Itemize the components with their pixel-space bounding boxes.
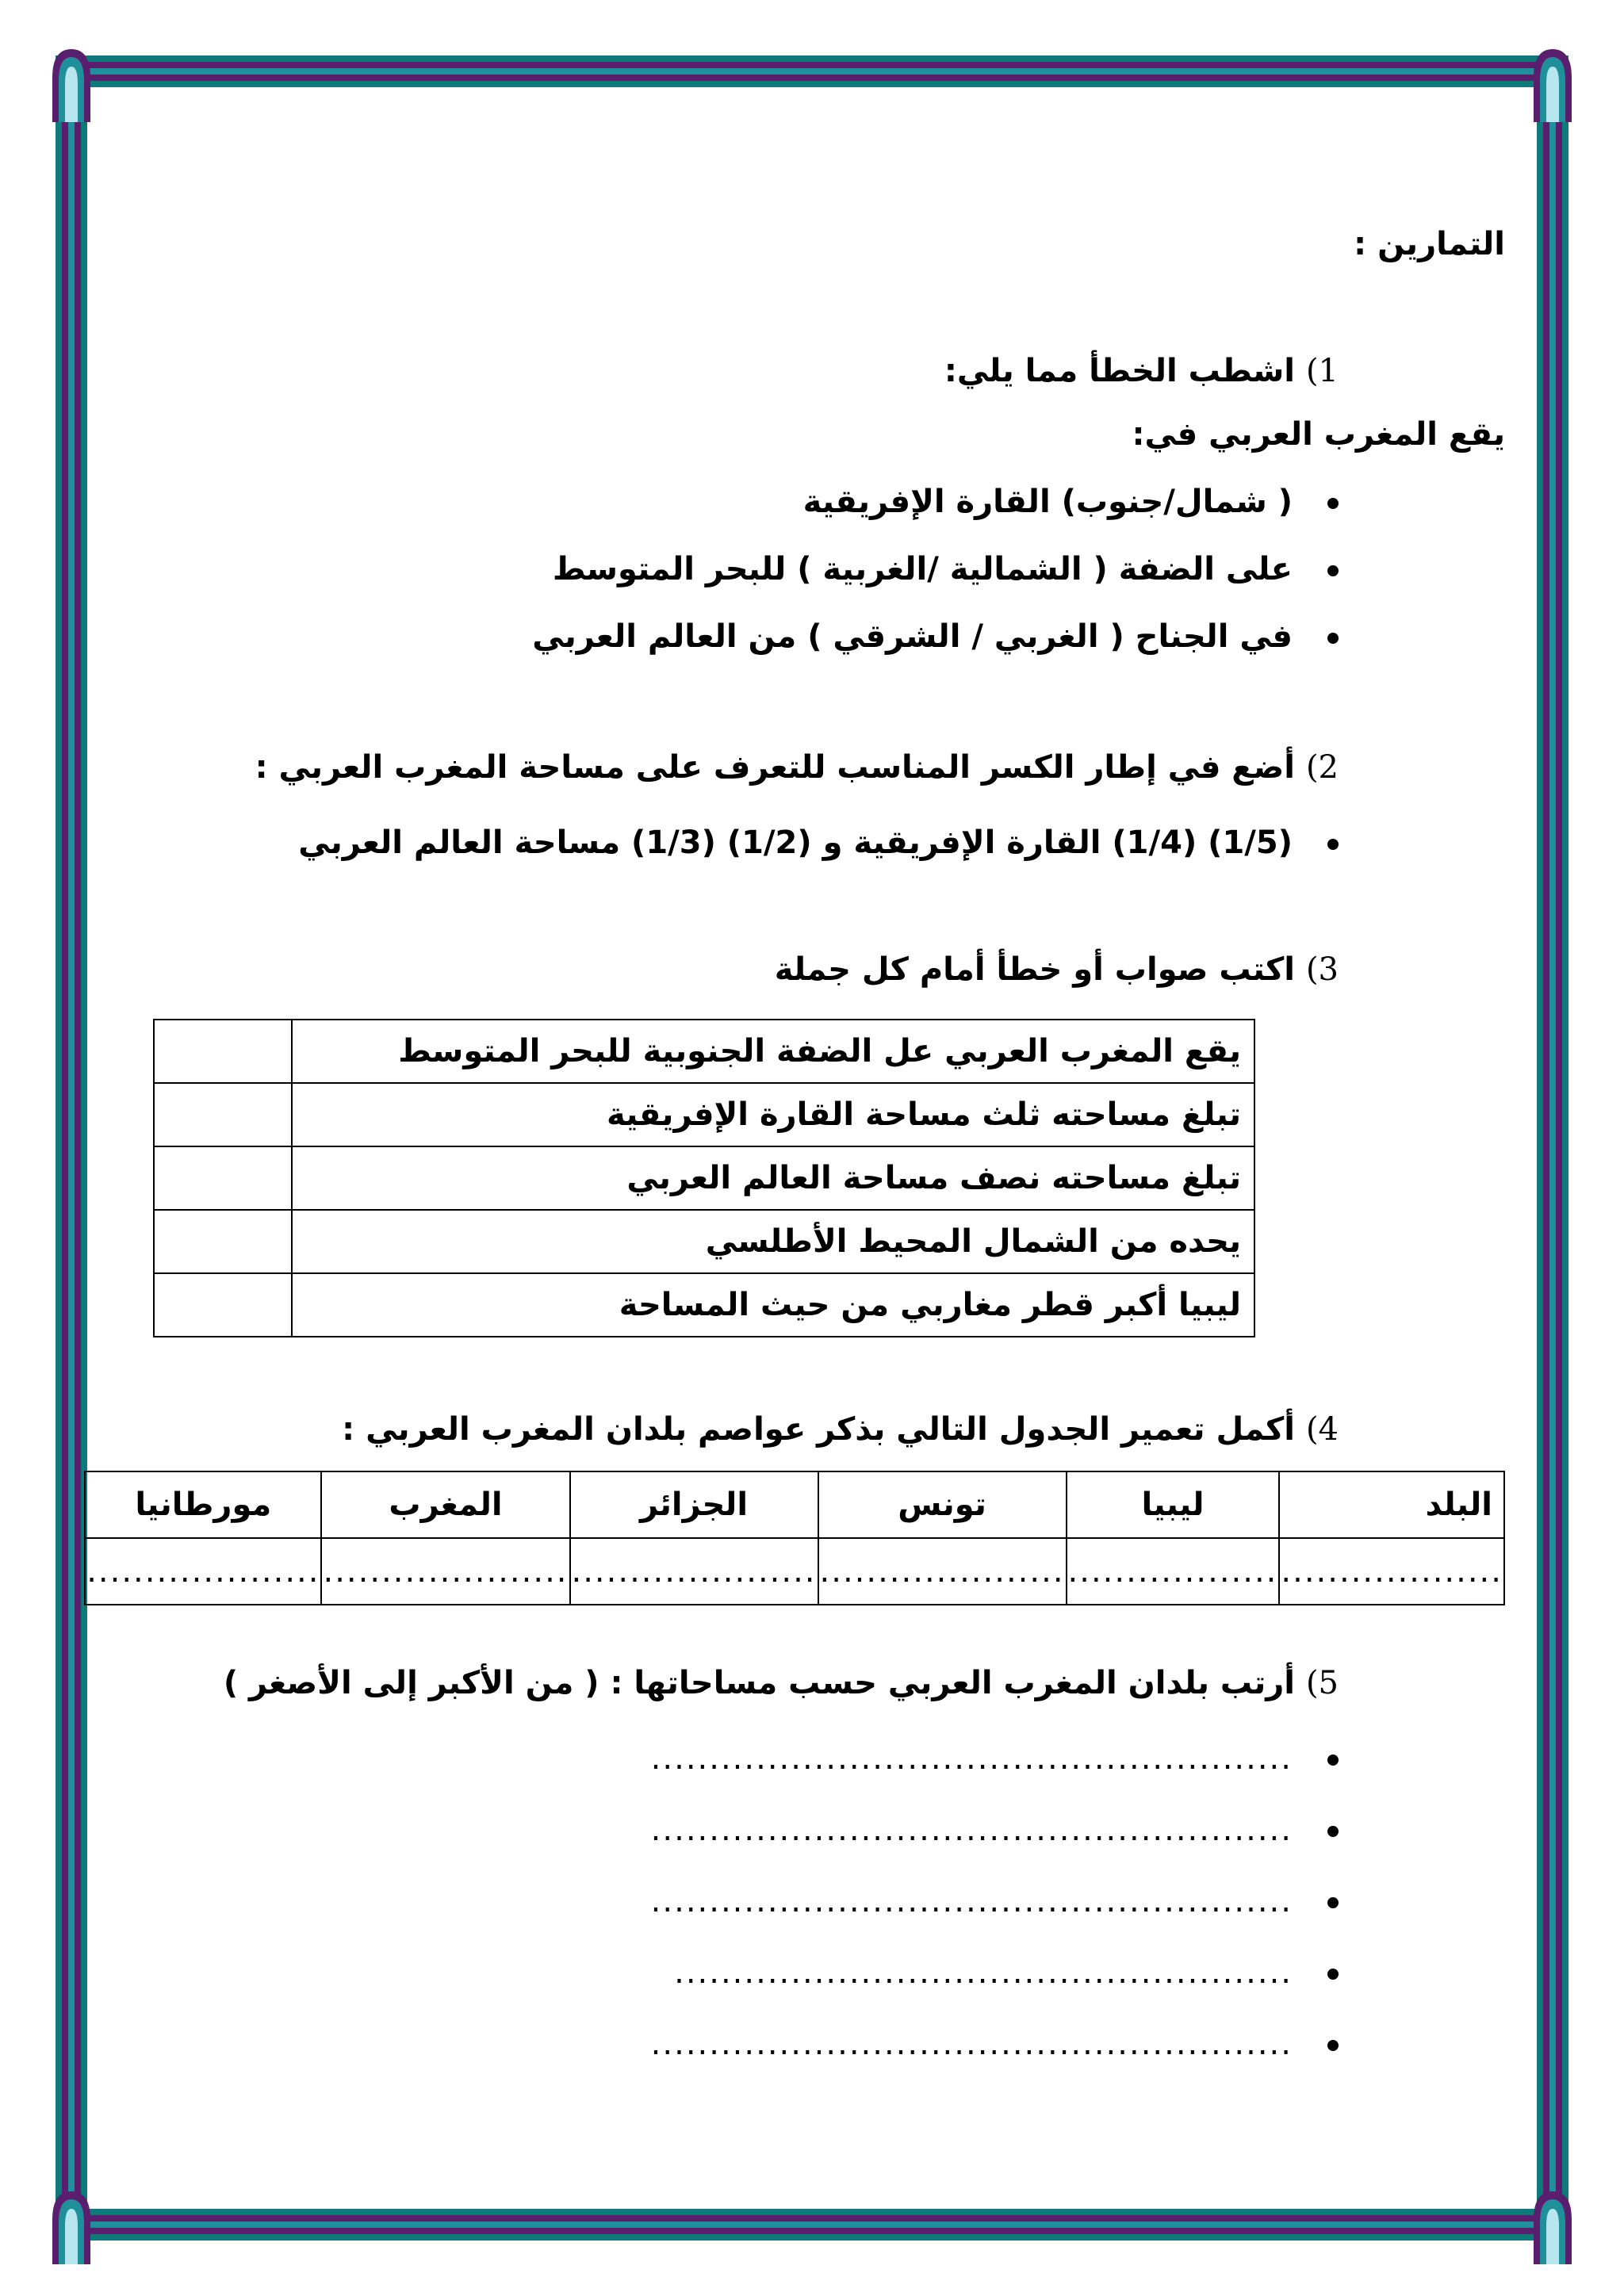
corner-arch-ornament-bottom-right [1530,2188,1575,2264]
capital-blank[interactable]: ..................... [818,1538,1067,1605]
statement-cell: يحده من الشمال المحيط الأطلسي [292,1210,1254,1273]
true-false-table [153,1019,1255,1337]
q4-number: 4) [1305,1411,1339,1448]
capital-blank[interactable]: .................. [1067,1538,1280,1605]
statement-cell: ليبيا أكبر قطر مغاربي من حيث المساحة [292,1273,1254,1337]
q2-heading [255,749,1339,786]
q5-answer-line[interactable]: ....................................................... [651,2026,1339,2062]
q1-heading [944,353,1339,389]
header-cell: تونس [818,1471,1067,1538]
q2-fraction-line: (1/5) (1/4) القارة الإفريقية و (1/2) (1/3) مساحة العالم العربي [298,825,1339,861]
statement-cell: تبلغ مساحته نصف مساحة العالم العربي [292,1146,1254,1210]
bullet-icon [1327,633,1339,644]
table-row [154,1146,1254,1210]
answer-cell[interactable] [154,1210,292,1273]
q4-heading [342,1411,1339,1448]
frame-left-border [56,55,87,2241]
q5-heading [224,1665,1339,1701]
header-cell: مورطانيا [85,1471,321,1538]
capitals-table [84,1471,1505,1605]
q3-heading [775,951,1339,988]
q5-answer-line[interactable]: ....................................................... [651,1883,1339,1919]
frame-right-border [1537,55,1568,2241]
q1-intro: يقع المغرب العربي في: [1132,416,1505,453]
worksheet-content [86,0,1513,2296]
answer-cell[interactable] [154,1020,292,1083]
bullet-icon [1327,1826,1339,1837]
statement-cell: يقع المغرب العربي عل الضفة الجنوبية للبحر المتوسط [292,1020,1254,1083]
q5-answer-line[interactable]: ..................................................... [674,1954,1339,1991]
bullet-icon [1327,1969,1339,1980]
answer-cell[interactable] [154,1146,292,1210]
corner-arch-ornament-top-left [49,46,94,122]
answer-cell[interactable] [154,1273,292,1337]
q1-item: ( شمال/جنوب) القارة الإفريقية [803,484,1339,520]
q3-number: 3) [1305,951,1339,988]
q1-item: في الجناح ( الغربي / الشرقي ) من العالم العربي [532,618,1339,655]
corner-arch-ornament-bottom-left [49,2188,94,2264]
table-row [154,1083,1254,1146]
bullet-icon [1327,565,1339,576]
capital-blank[interactable]: .................... [85,1538,321,1605]
table-row [154,1020,1254,1083]
header-cell: ليبيا [1067,1471,1280,1538]
capital-blank[interactable]: ..................... [321,1538,569,1605]
q5-number: 5) [1305,1665,1339,1701]
q5-heading-text: أرتب بلدان المغرب العربي حسب مساحاتها : ( من الأكبر إلى الأصغر ) [223,1665,1295,1701]
bullet-icon [1327,498,1339,509]
bullet-icon [1327,1897,1339,1908]
q1-item: على الضفة ( الشمالية /الغربية ) للبحر المتوسط [553,551,1339,587]
q2-number: 2) [1305,749,1339,786]
q2-heading-text: أضع في إطار الكسر المناسب للتعرف على مساحة المغرب العربي : [255,749,1295,786]
page-title: التمارين : [1354,226,1505,262]
table-row [154,1210,1254,1273]
header-cell: البلد [1279,1471,1504,1538]
capital-blank[interactable]: ..................... [570,1538,818,1605]
q3-heading-text: اكتب صواب أو خطأ أمام كل جملة [774,951,1295,988]
header-cell: الجزائر [570,1471,818,1538]
bullet-icon [1327,839,1339,850]
bullet-icon [1327,1755,1339,1766]
bullet-icon [1327,2040,1339,2051]
capital-blank[interactable]: ................... [1279,1538,1504,1605]
q5-answer-line[interactable]: ....................................................... [651,1812,1339,1848]
statement-cell: تبلغ مساحته ثلث مساحة القارة الإفريقية [292,1083,1254,1146]
q1-number: 1) [1305,353,1339,389]
corner-arch-ornament-top-right [1530,46,1575,122]
q4-heading-text: أكمل تعمير الجدول التالي بذكر عواصم بلدان المغرب العربي : [342,1411,1295,1448]
q5-answer-line[interactable]: ....................................................... [651,1740,1339,1777]
table-row [154,1273,1254,1337]
answer-cell[interactable] [154,1083,292,1146]
header-cell: المغرب [321,1471,569,1538]
table-row [85,1538,1504,1605]
q1-heading-text: اشطب الخطأ مما يلي: [944,353,1295,389]
table-row [85,1471,1504,1538]
